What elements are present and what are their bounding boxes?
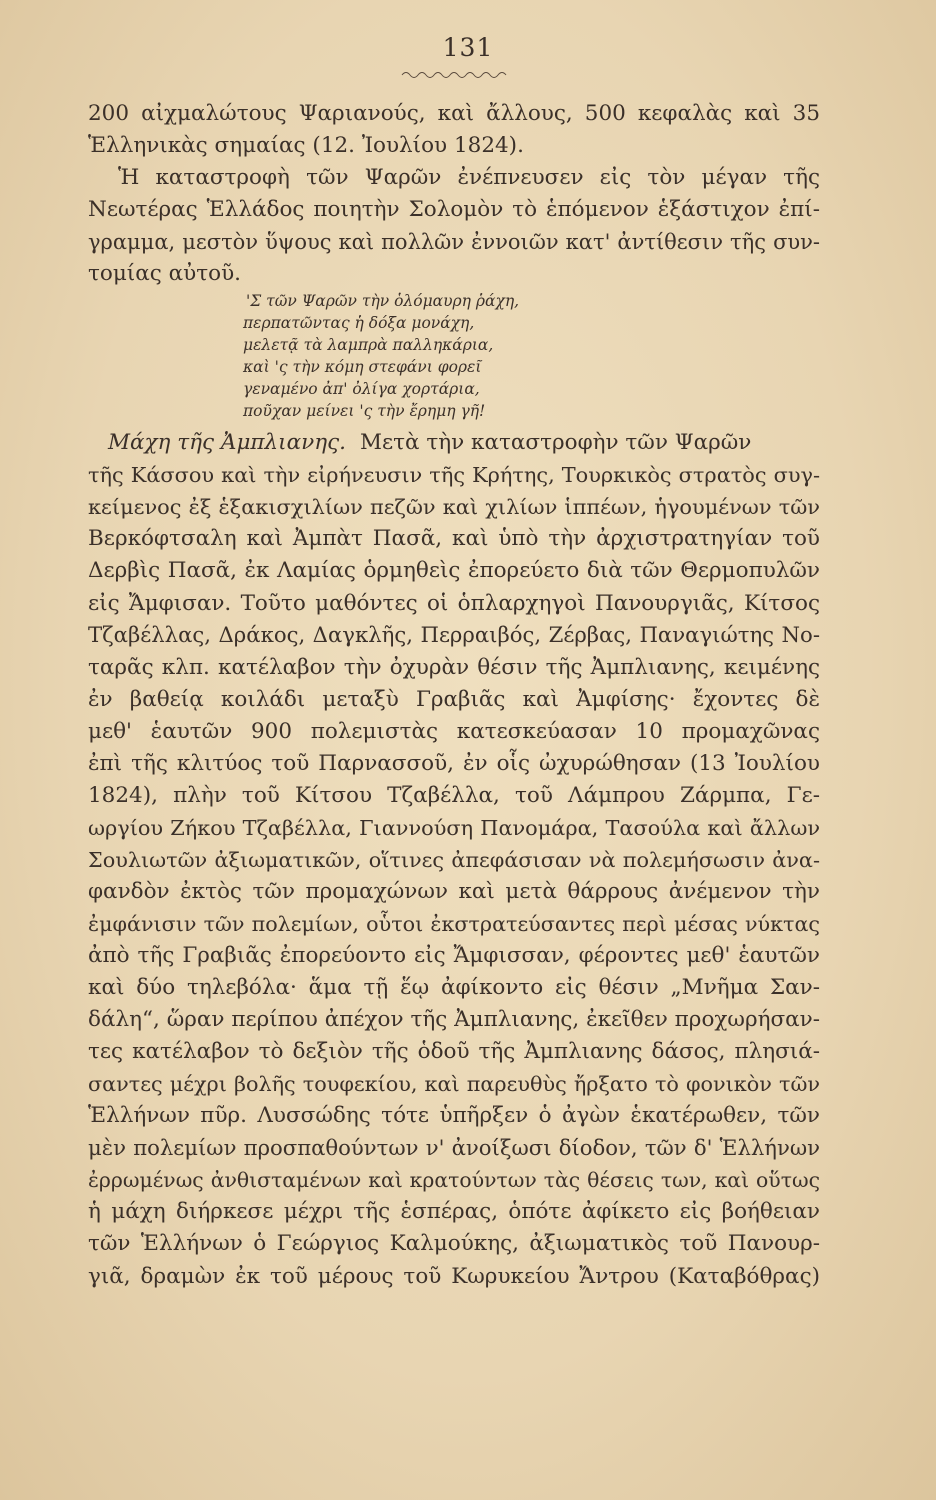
text-line: φανδὸν ἐκτὸς τῶν προμαχώνων καὶ μετὰ θάρρους ἀνέμενον τὴν [88, 878, 820, 904]
text-line: μεθ' ἑαυτῶν 900 πολεμιστὰς κατεσκεύασαν 10 προμαχῶνας [88, 718, 820, 744]
text-line: τες κατέλαβον τὸ δεξιὸν τῆς ὁδοῦ τῆς Ἀμπλιανης δάσος, πλησιά- [88, 1039, 820, 1065]
text-line: 200 αἰχμαλώτους Ψαριανούς, καὶ ἄλλους, 500 κεφαλὰς καὶ 35 [88, 101, 820, 126]
section-heading: Μάχη τῆς Ἀμπλιανης. [108, 430, 346, 456]
text-line: Βερκόφτσαλη καὶ Ἀμπὰτ Πασᾶ, καὶ ὑπὸ τὴν ἀρχιστρατηγίαν τοῦ [88, 526, 820, 552]
text-line: τῆς Κάσσου καὶ τὴν εἰρήνευσιν τῆς Κρήτης, Τουρκικὸς στρατὸς συγ- [88, 463, 820, 488]
text-line: ἡ μάχη διήρκεσε μέχρι τῆς ἑσπέρας, ὁπότε ἀφίκετο εἰς βοήθειαν [88, 1199, 820, 1225]
poem-line: γεναμένο ἀπ' ὀλίγα χορτάρια, [243, 380, 480, 399]
text-line: ἐν βαθείᾳ κοιλάδι μεταξὺ Γραβιᾶς καὶ Ἀμφίσης· ἔχοντες δὲ [88, 686, 820, 712]
text-line: ἐμφάνισιν τῶν πολεμίων, οὗτοι ἐκστρατεύσαντες περὶ μέσας νύκτας [88, 911, 820, 936]
text-line: Ἡ καταστροφὴ τῶν Ψαρῶν ἐνέπνευσεν εἰς τὸν μέγαν τῆς [118, 165, 820, 191]
text-line: δάλη“, ὥραν περίπου ἀπέχον τῆς Ἀμπλιανης, ἐκεῖθεν προχωρήσαν- [88, 1007, 820, 1033]
section-first-line-text: Μετὰ τὴν καταστροφὴν τῶν Ψαρῶν [359, 430, 752, 456]
text-line: Ἑλλήνων πῦρ. Λυσσώδης τότε ὑπῆρξεν ὁ ἀγὼν ἑκατέρωθεν, τῶν [88, 1103, 820, 1129]
text-line: γιᾶ, δραμὼν ἐκ τοῦ μέρους τοῦ Κωρυκείου Ἄντρου (Καταβόθρας) [88, 1263, 820, 1289]
text-line: γραμμα, μεστὸν ὕψους καὶ πολλῶν ἐννοιῶν κατ' ἀντίθεσιν τῆς συν- [88, 230, 820, 255]
text-line: Τζαβέλλας, Δράκος, Δαγκλῆς, Περραιβός, Ζέρβας, Παναγιώτης Νο- [88, 622, 820, 648]
text-line: τῶν Ἑλλήνων ὁ Γεώργιος Καλμούκης, ἀξιωματικὸς τοῦ Πανουρ- [88, 1231, 820, 1257]
text-line: ωργίου Ζήκου Τζαβέλλα, Γιαννούση Πανομάρα, Τασούλα καὶ ἄλλων [88, 815, 820, 840]
section-first-line [88, 427, 820, 459]
text-line: ἐπὶ τῆς κλιτύος τοῦ Παρνασσοῦ, ἐν οἷς ὠχυρώθησαν (13 Ἰουλίου [88, 750, 820, 776]
text-line: ἐρρωμένως ἀνθισταμένων καὶ κρατούντων τὰς θέσεις των, καὶ οὕτως [88, 1168, 820, 1193]
text-line: τομίας αὐτοῦ. [88, 261, 241, 287]
text-line: ταρᾶς κλπ. κατέλαβον τὴν ὀχυρὰν θέσιν τῆς Ἀμπλιανης, κειμένης [88, 654, 820, 680]
text-line: σαντες μέχρι βολῆς τουφεκίου, καὶ παρευθὺς ἤρξατο τὸ φονικὸν τῶν [88, 1072, 820, 1097]
text-line: εἰς Ἄμφισαν. Τοῦτο μαθόντες οἱ ὁπλαρχηγοὶ Πανουργιᾶς, Κίτσος [88, 590, 820, 616]
ornament-rule [400, 69, 510, 79]
text-line: καὶ δύο τηλεβόλα· ἅμα τῇ ἕῳ ἀφίκοντο εἰς θέσιν „Μνῆμα Σαν- [88, 975, 820, 1001]
page-text [88, 98, 820, 1293]
page-number: 131 [442, 33, 494, 62]
text-line: ἀπὸ τῆς Γραβιᾶς ἐπορεύοντο εἰς Ἄμφισσαν, φέροντες μεθ' ἑαυτῶν [88, 943, 820, 969]
text-line: κείμενος ἐξ ἑξακισχιλίων πεζῶν καὶ χιλίων ἱππέων, ἡγουμένων τῶν [88, 495, 820, 520]
poem-line: ποῦχαν μείνει 'ς τὴν ἔρημη γῆ! [243, 402, 486, 421]
poem-line: μελετᾷ τὰ λαμπρὰ παλληκάρια, [243, 336, 494, 355]
text-line: Νεωτέρας Ἑλλάδος ποιητὴν Σολομὸν τὸ ἑπόμενον ἑξάστιχον ἐπί- [88, 197, 820, 223]
poem-line: περπατῶντας ἡ δόξα μονάχη, [243, 314, 475, 333]
poem-line: καὶ 'ς τὴν κόμη στεφάνι φορεῖ [243, 358, 482, 377]
text-line: Σουλιωτῶν ἀξιωματικῶν, οἵτινες ἀπεφάσισαν νὰ πολεμήσωσιν ἀνα- [88, 847, 820, 872]
poem-line: 'Σ τῶν Ψαρῶν τὴν ὁλόμαυρη ῥάχη, [246, 292, 520, 311]
text-line: 1824), πλὴν τοῦ Κίτσου Τζαβέλλα, τοῦ Λάμπρου Ζάρμπα, Γε- [88, 782, 820, 808]
text-line: Ἑλληνικὰς σημαίας (12. Ἰουλίου 1824). [88, 133, 524, 159]
text-line: Δερβὶς Πασᾶ, ἐκ Λαμίας ὁρμηθεὶς ἐπορεύετο διὰ τῶν Θερμοπυλῶν [88, 558, 820, 584]
text-line: μὲν πολεμίων προσπαθούντων ν' ἀνοίξωσι δίοδον, τῶν δ' Ἑλλήνων [88, 1135, 820, 1161]
